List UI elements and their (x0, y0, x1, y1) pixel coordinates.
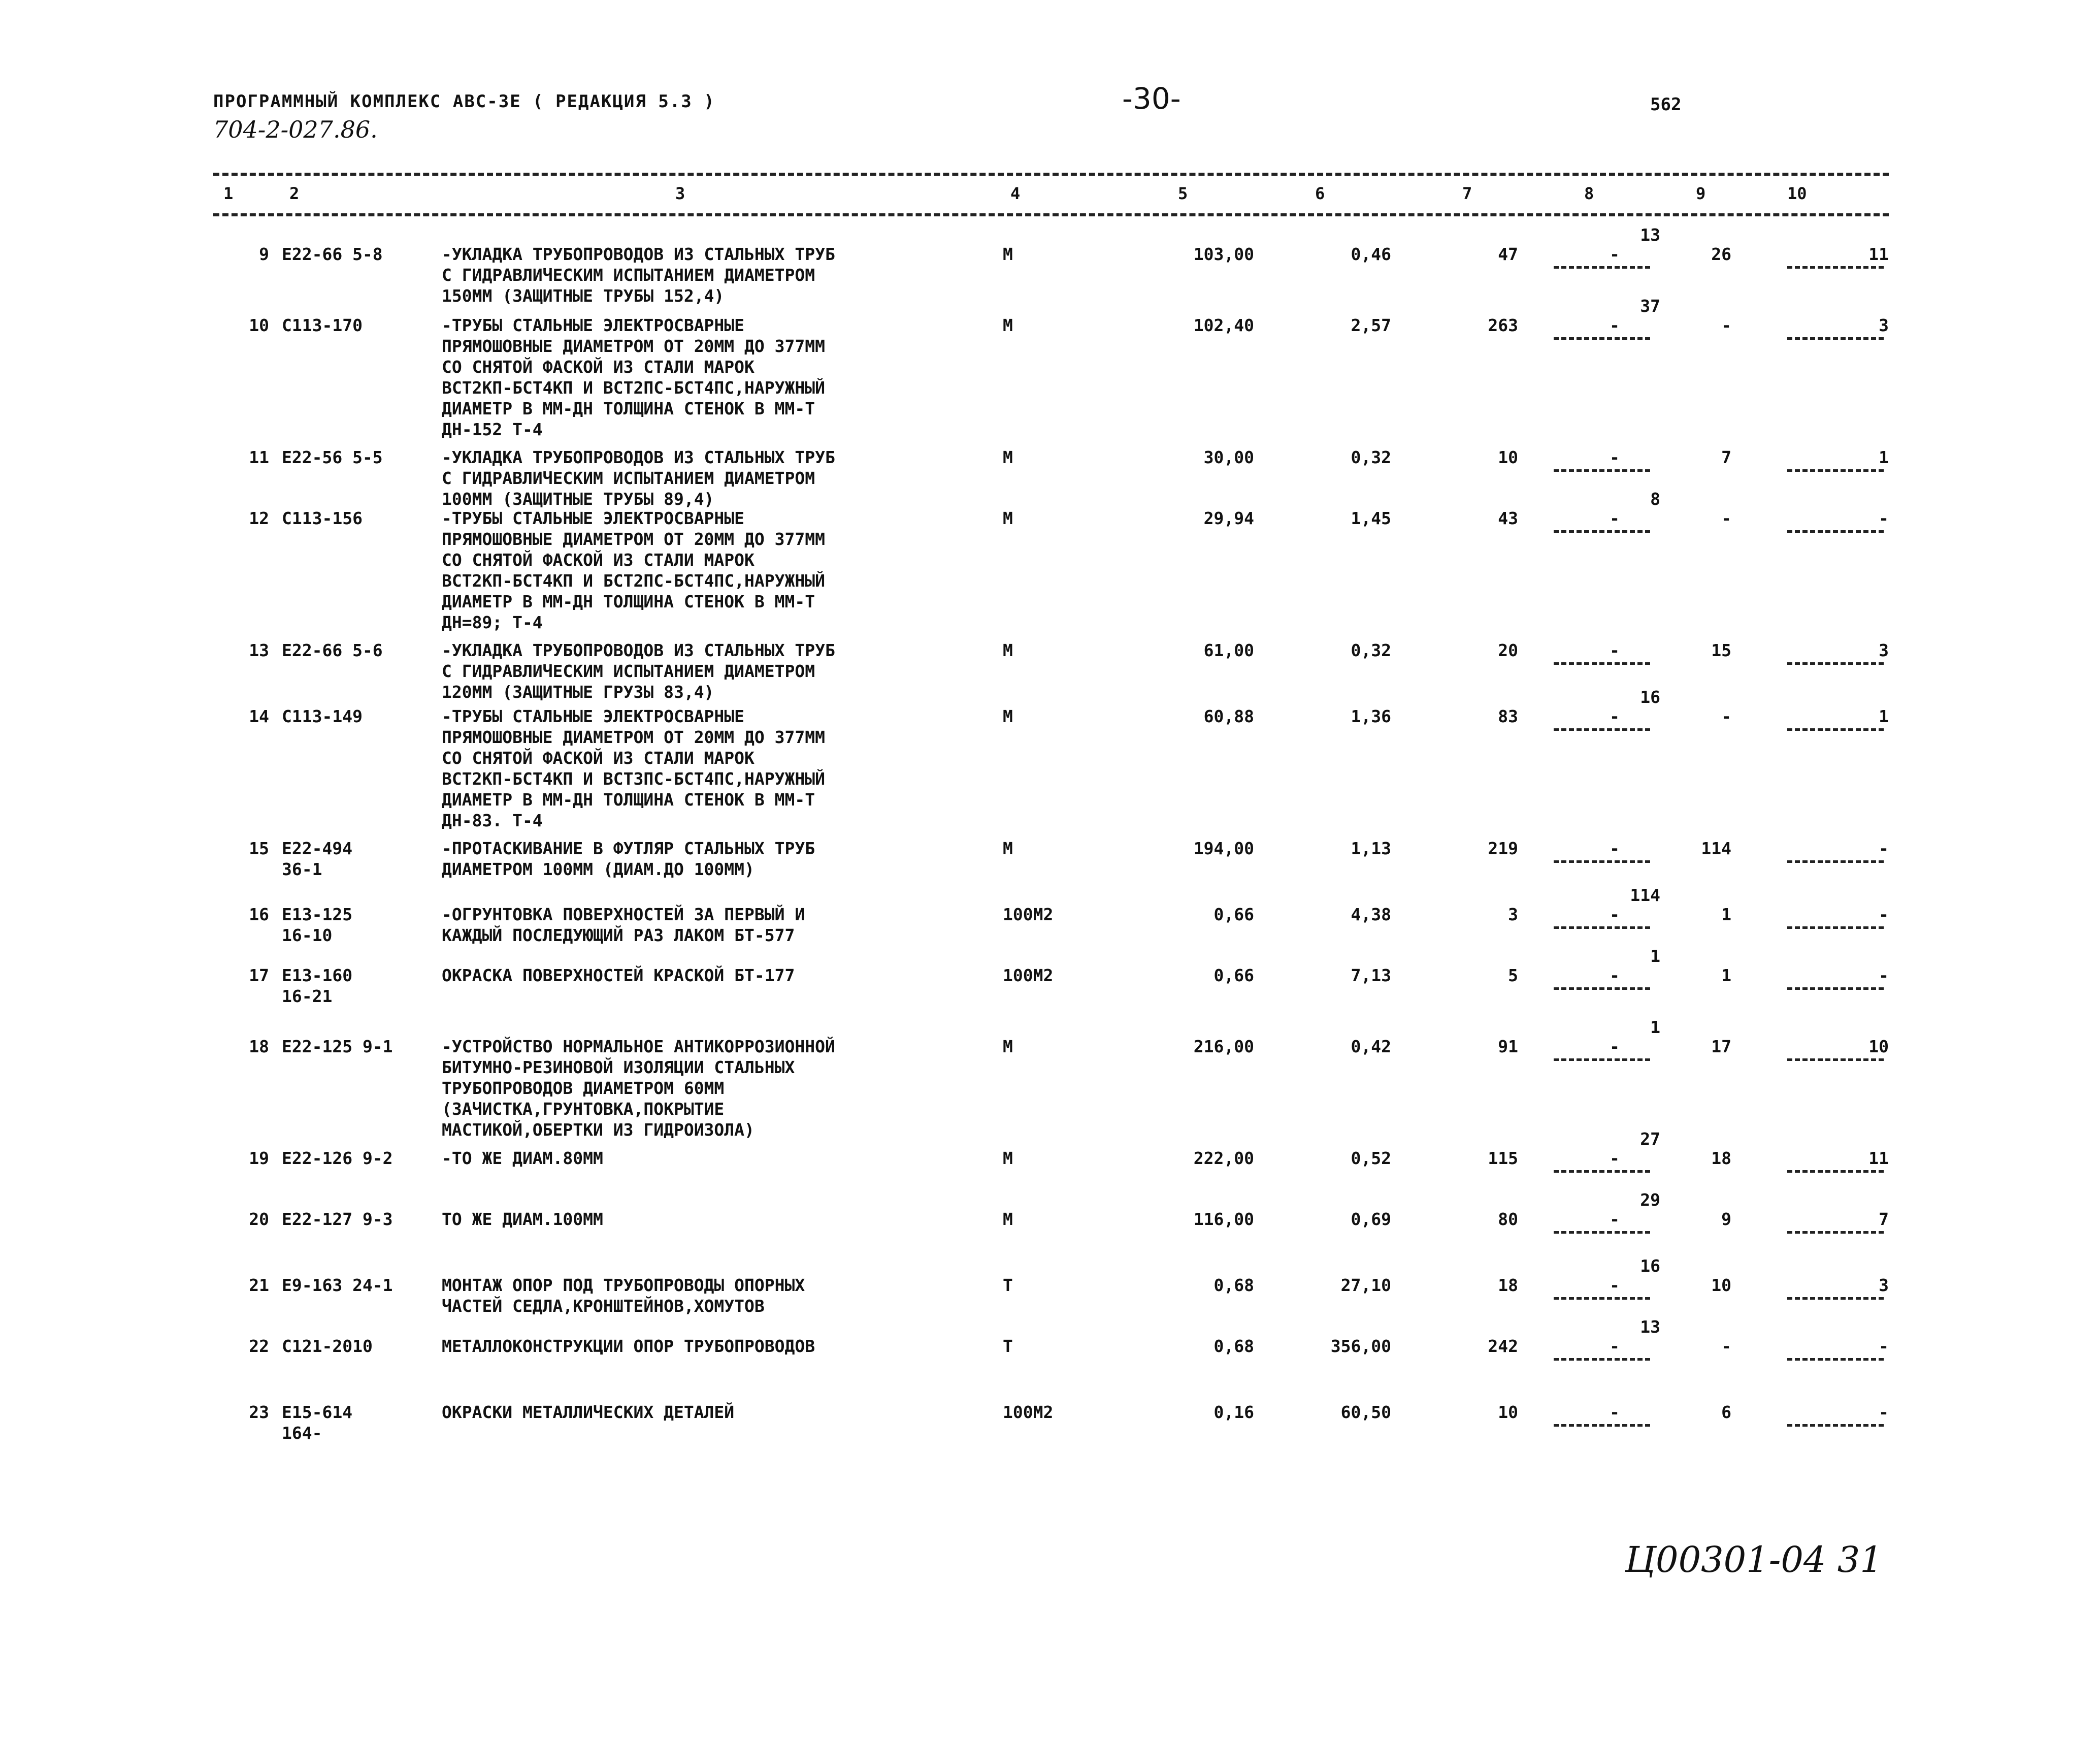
quantity: 0,16 (1213, 1402, 1254, 1422)
norm-code: Е9-163 24-1 (282, 1275, 393, 1295)
col10-rule (1787, 1231, 1884, 1234)
col9-value: - (1721, 706, 1731, 726)
unit-of-measure: М (1003, 244, 1013, 264)
col8-rule (1554, 926, 1650, 929)
col9-value: - (1721, 315, 1731, 335)
total-cost: 43 (1498, 508, 1518, 528)
norm-code: Е22-494 36-1 (282, 839, 353, 879)
col8-value: - (1610, 706, 1620, 726)
unit-of-measure: М (1003, 640, 1013, 660)
work-description: МЕТАЛЛОКОНСТРУКЦИИ ОПОР ТРУБОПРОВОДОВ (442, 1336, 815, 1356)
total-cost: 219 (1488, 839, 1518, 858)
sheet-code: 562 (1650, 94, 1682, 115)
col8-rule (1554, 266, 1650, 269)
col10-value: 11 (1868, 1148, 1889, 1168)
total-cost: 5 (1508, 965, 1518, 985)
table-header-rule (213, 213, 1889, 216)
unit-of-measure: М (1003, 1037, 1013, 1056)
col10-rule (1787, 728, 1884, 731)
col8-upper-value: 1 (1650, 946, 1660, 966)
row-number: 15 (249, 839, 269, 858)
work-description: -УКЛАДКА ТРУБОПРОВОДОВ ИЗ СТАЛЬНЫХ ТРУБ С ГИДРАВЛИЧЕСКИМ ИСПЫТАНИЕМ ДИАМЕТРОМ 150ММ (ЗАЩИТНЫЕ ТРУБЫ 152,4) (442, 244, 835, 306)
col10-value: 7 (1879, 1209, 1889, 1229)
work-description: -УКЛАДКА ТРУБОПРОВОДОВ ИЗ СТАЛЬНЫХ ТРУБ С ГИДРАВЛИЧЕСКИМ ИСПЫТАНИЕМ ДИАМЕТРОМ 120ММ (ЗАЩИТНЫЕ ГРУЗЫ 83,4) (442, 640, 835, 702)
total-cost: 80 (1498, 1209, 1518, 1229)
column-header: 7 (1462, 184, 1472, 203)
col8-value: - (1610, 1275, 1620, 1295)
col9-value: 6 (1721, 1402, 1731, 1422)
col8-value: - (1610, 1037, 1620, 1056)
col8-rule (1554, 469, 1650, 472)
col9-value: - (1721, 1336, 1731, 1356)
row-number: 22 (249, 1336, 269, 1356)
col10-value: - (1879, 1402, 1889, 1422)
col8-rule (1554, 1058, 1650, 1061)
quantity: 0,66 (1213, 905, 1254, 924)
col9-value: 15 (1711, 640, 1731, 660)
row-number: 14 (249, 706, 269, 726)
column-header: 9 (1696, 184, 1706, 203)
norm-code: Е22-127 9-3 (282, 1209, 393, 1229)
unit-of-measure: М (1003, 1148, 1013, 1168)
col8-rule (1554, 530, 1650, 533)
unit-of-measure: М (1003, 315, 1013, 335)
row-number: 19 (249, 1148, 269, 1168)
col10-rule (1787, 1358, 1884, 1361)
unit-price: 1,45 (1351, 508, 1391, 528)
work-description: ТО ЖЕ ДИАМ.100ММ (442, 1209, 603, 1229)
unit-price: 0,42 (1351, 1037, 1391, 1056)
total-cost: 10 (1498, 1402, 1518, 1422)
col8-upper-value: 16 (1640, 687, 1660, 707)
col8-rule (1554, 987, 1650, 990)
work-description: -ПРОТАСКИВАНИЕ В ФУТЛЯР СТАЛЬНЫХ ТРУБ ДИАМЕТРОМ 100ММ (ДИАМ.ДО 100ММ) (442, 839, 815, 879)
row-number: 18 (249, 1037, 269, 1056)
col10-rule (1787, 926, 1884, 929)
col8-value: - (1610, 640, 1620, 660)
col10-value: 3 (1879, 1275, 1889, 1295)
unit-of-measure: 100М2 (1003, 965, 1054, 985)
quantity: 102,40 (1193, 315, 1254, 335)
col8-rule (1554, 860, 1650, 863)
unit-of-measure: Т (1003, 1336, 1013, 1356)
col8-upper-value: 37 (1640, 296, 1660, 316)
total-cost: 115 (1488, 1148, 1518, 1168)
row-number: 10 (249, 315, 269, 335)
col10-rule (1787, 530, 1884, 533)
quantity: 216,00 (1193, 1037, 1254, 1056)
row-number: 13 (249, 640, 269, 660)
work-description: -ОГРУНТОВКА ПОВЕРХНОСТЕЙ ЗА ПЕРВЫЙ И КАЖДЫЙ ПОСЛЕДУЮЩИЙ РАЗ ЛАКОМ БТ-577 (442, 905, 805, 945)
row-number: 23 (249, 1402, 269, 1422)
table-top-rule (213, 173, 1889, 176)
col9-value: 9 (1721, 1209, 1731, 1229)
quantity: 0,66 (1213, 965, 1254, 985)
norm-code: Е15-614 164- (282, 1402, 353, 1443)
unit-of-measure: М (1003, 508, 1013, 528)
row-number: 21 (249, 1275, 269, 1295)
col10-value: 1 (1879, 447, 1889, 467)
norm-code: С113-170 (282, 315, 363, 335)
row-number: 17 (249, 965, 269, 985)
col8-rule (1554, 1231, 1650, 1234)
norm-code: Е22-126 9-2 (282, 1148, 393, 1168)
col10-value: 10 (1868, 1037, 1889, 1056)
col10-rule (1787, 337, 1884, 340)
total-cost: 20 (1498, 640, 1518, 660)
column-header: 5 (1178, 184, 1188, 203)
col10-value: 3 (1879, 640, 1889, 660)
col10-rule (1787, 1058, 1884, 1061)
col8-rule (1554, 1358, 1650, 1361)
col9-value: 114 (1701, 839, 1731, 858)
col10-value: - (1879, 965, 1889, 985)
col8-upper-value: 13 (1640, 1317, 1660, 1337)
col9-value: 1 (1721, 905, 1731, 924)
col9-value: 1 (1721, 965, 1731, 985)
work-description: -УКЛАДКА ТРУБОПРОВОДОВ ИЗ СТАЛЬНЫХ ТРУБ С ГИДРАВЛИЧЕСКИМ ИСПЫТАНИЕМ ДИАМЕТРОМ 100ММ (ЗАЩИТНЫЕ ТРУБЫ 89,4) (442, 447, 835, 509)
col8-value: - (1610, 315, 1620, 335)
col9-value: 7 (1721, 447, 1731, 467)
quantity: 103,00 (1193, 244, 1254, 264)
quantity: 29,94 (1203, 508, 1254, 528)
unit-of-measure: М (1003, 706, 1013, 726)
row-number: 20 (249, 1209, 269, 1229)
unit-price: 7,13 (1351, 965, 1391, 985)
norm-code: С121-2010 (282, 1336, 373, 1356)
unit-price: 0,46 (1351, 244, 1391, 264)
unit-price: 4,38 (1351, 905, 1391, 924)
norm-code: Е22-66 5-6 (282, 640, 383, 660)
col9-value: 26 (1711, 244, 1731, 264)
col8-value: - (1610, 905, 1620, 924)
col10-value: 11 (1868, 244, 1889, 264)
col8-upper-value: 29 (1640, 1190, 1660, 1210)
norm-code: Е13-125 16-10 (282, 905, 353, 945)
unit-price: 0,69 (1351, 1209, 1391, 1229)
work-description: -ТРУБЫ СТАЛЬНЫЕ ЭЛЕКТРОСВАРНЫЕ ПРЯМОШОВНЫЕ ДИАМЕТРОМ ОТ 20ММ ДО 377ММ СО СНЯТОЙ ФАСКОЙ ИЗ СТАЛИ МАРОК ВСТ2КП-БСТ4КП И ВСТ3ПС-БСТ4ПС,НАРУЖНЫЙ ДИАМЕТР В ММ-ДН ТОЛЩИНА СТЕНОК В ММ-Т ДН-83. Т-4 (442, 706, 825, 830)
quantity: 30,00 (1203, 447, 1254, 467)
column-header: 6 (1315, 184, 1325, 203)
col10-value: 3 (1879, 315, 1889, 335)
unit-of-measure: 100М2 (1003, 905, 1054, 924)
col8-value: - (1610, 839, 1620, 858)
column-header: 8 (1584, 184, 1594, 203)
col8-value: - (1610, 1402, 1620, 1422)
unit-price: 0,32 (1351, 640, 1391, 660)
unit-price: 1,13 (1351, 839, 1391, 858)
quantity: 0,68 (1213, 1336, 1254, 1356)
col8-upper-value: 16 (1640, 1256, 1660, 1276)
col10-rule (1787, 662, 1884, 665)
col10-rule (1787, 266, 1884, 269)
col10-value: - (1879, 1336, 1889, 1356)
total-cost: 10 (1498, 447, 1518, 467)
total-cost: 242 (1488, 1336, 1518, 1356)
total-cost: 18 (1498, 1275, 1518, 1295)
unit-price: 1,36 (1351, 706, 1391, 726)
column-header: 3 (675, 184, 685, 203)
total-cost: 263 (1488, 315, 1518, 335)
col10-value: - (1879, 508, 1889, 528)
norm-code: С113-156 (282, 508, 363, 528)
col8-rule (1554, 1424, 1650, 1427)
col10-value: - (1879, 905, 1889, 924)
col8-value: - (1610, 1209, 1620, 1229)
norm-code: С113-149 (282, 706, 363, 726)
col8-upper-value: 1 (1650, 1017, 1660, 1037)
row-number: 9 (259, 244, 269, 264)
page-number: -30- (1122, 81, 1181, 116)
unit-price: 356,00 (1330, 1336, 1391, 1356)
work-description: ОКРАСКИ МЕТАЛЛИЧЕСКИХ ДЕТАЛЕЙ (442, 1402, 735, 1422)
work-description: -ТРУБЫ СТАЛЬНЫЕ ЭЛЕКТРОСВАРНЫЕ ПРЯМОШОВНЫЕ ДИАМЕТРОМ ОТ 20ММ ДО 377ММ СО СНЯТОЙ ФАСКОЙ ИЗ СТАЛИ МАРОК ВСТ2КП-БСТ4КП И БСТ2ПС-БСТ4ПС,НАРУЖНЫЙ ДИАМЕТР В ММ-ДН ТОЛЩИНА СТЕНОК В ММ-Т ДН=89; Т-4 (442, 508, 825, 632)
work-description: ОКРАСКА ПОВЕРХНОСТЕЙ КРАСКОЙ БТ-177 (442, 965, 795, 985)
col8-value: - (1610, 1148, 1620, 1168)
quantity: 194,00 (1193, 839, 1254, 858)
work-description: -ТО ЖЕ ДИАМ.80ММ (442, 1148, 603, 1168)
col10-rule (1787, 1297, 1884, 1300)
col8-rule (1554, 337, 1650, 340)
column-header: 2 (289, 184, 300, 203)
col8-value: - (1610, 508, 1620, 528)
col8-upper-value: 114 (1630, 885, 1660, 905)
col8-value: - (1610, 1336, 1620, 1356)
column-header: 4 (1010, 184, 1021, 203)
col8-upper-value: 8 (1650, 489, 1660, 509)
column-header: 1 (223, 184, 234, 203)
total-cost: 91 (1498, 1037, 1518, 1056)
col9-value: 10 (1711, 1275, 1731, 1295)
row-number: 16 (249, 905, 269, 924)
col9-value: 17 (1711, 1037, 1731, 1056)
quantity: 60,88 (1203, 706, 1254, 726)
col8-value: - (1610, 965, 1620, 985)
col8-rule (1554, 1170, 1650, 1173)
col8-rule (1554, 728, 1650, 731)
quantity: 61,00 (1203, 640, 1254, 660)
unit-price: 60,50 (1340, 1402, 1391, 1422)
norm-code: Е22-125 9-1 (282, 1037, 393, 1056)
program-header: ПРОГРАММНЫЙ КОМПЛЕКС АВС-ЗЕ ( РЕДАКЦИЯ 5.3 ) (213, 91, 715, 112)
unit-price: 27,10 (1340, 1275, 1391, 1295)
handwritten-footer-note: Ц00301-04 31 (1625, 1539, 1883, 1581)
norm-code: Е22-56 5-5 (282, 447, 383, 467)
total-cost: 83 (1498, 706, 1518, 726)
col9-value: - (1721, 508, 1731, 528)
col10-rule (1787, 469, 1884, 472)
col8-rule (1554, 662, 1650, 665)
row-number: 12 (249, 508, 269, 528)
row-number: 11 (249, 447, 269, 467)
norm-code: Е13-160 16-21 (282, 965, 353, 1006)
col9-value: 18 (1711, 1148, 1731, 1168)
unit-price: 0,32 (1351, 447, 1391, 467)
quantity: 0,68 (1213, 1275, 1254, 1295)
col10-rule (1787, 1424, 1884, 1427)
unit-of-measure: М (1003, 839, 1013, 858)
unit-price: 0,52 (1351, 1148, 1391, 1168)
total-cost: 3 (1508, 905, 1518, 924)
unit-of-measure: Т (1003, 1275, 1013, 1295)
unit-of-measure: М (1003, 1209, 1013, 1229)
column-header: 10 (1787, 184, 1807, 203)
col10-value: - (1879, 839, 1889, 858)
col8-rule (1554, 1297, 1650, 1300)
total-cost: 47 (1498, 244, 1518, 264)
col10-value: 1 (1879, 706, 1889, 726)
col8-value: - (1610, 244, 1620, 264)
unit-of-measure: 100М2 (1003, 1402, 1054, 1422)
quantity: 222,00 (1193, 1148, 1254, 1168)
col8-value: - (1610, 447, 1620, 467)
unit-of-measure: М (1003, 447, 1013, 467)
handwritten-project-code: 704-2-027.86. (213, 116, 378, 143)
col10-rule (1787, 860, 1884, 863)
work-description: МОНТАЖ ОПОР ПОД ТРУБОПРОВОДЫ ОПОРНЫХ ЧАСТЕЙ СЕДЛА,КРОНШТЕЙНОВ,ХОМУТОВ (442, 1275, 805, 1316)
quantity: 116,00 (1193, 1209, 1254, 1229)
unit-price: 2,57 (1351, 315, 1391, 335)
norm-code: Е22-66 5-8 (282, 244, 383, 264)
work-description: -УСТРОЙСТВО НОРМАЛЬНОЕ АНТИКОРРОЗИОННОЙ БИТУМНО-РЕЗИНОВОЙ ИЗОЛЯЦИИ СТАЛЬНЫХ ТРУБОПРОВОДОВ ДИАМЕТРОМ 60ММ (ЗАЧИСТКА,ГРУНТОВКА,ПОКРЫТИЕ МАСТИКОЙ,ОБЕРТКИ ИЗ ГИДРОИЗОЛА) (442, 1037, 835, 1140)
col8-upper-value: 27 (1640, 1129, 1660, 1149)
work-description: -ТРУБЫ СТАЛЬНЫЕ ЭЛЕКТРОСВАРНЫЕ ПРЯМОШОВНЫЕ ДИАМЕТРОМ ОТ 20ММ ДО 377ММ СО СНЯТОЙ ФАСКОЙ ИЗ СТАЛИ МАРОК ВСТ2КП-БСТ4КП И ВСТ2ПС-БСТ4ПС,НАРУЖНЫЙ ДИАМЕТР В ММ-ДН ТОЛЩИНА СТЕНОК В ММ-Т ДН-152 Т-4 (442, 315, 825, 439)
col10-rule (1787, 987, 1884, 990)
col8-upper-value: 13 (1640, 225, 1660, 245)
col10-rule (1787, 1170, 1884, 1173)
